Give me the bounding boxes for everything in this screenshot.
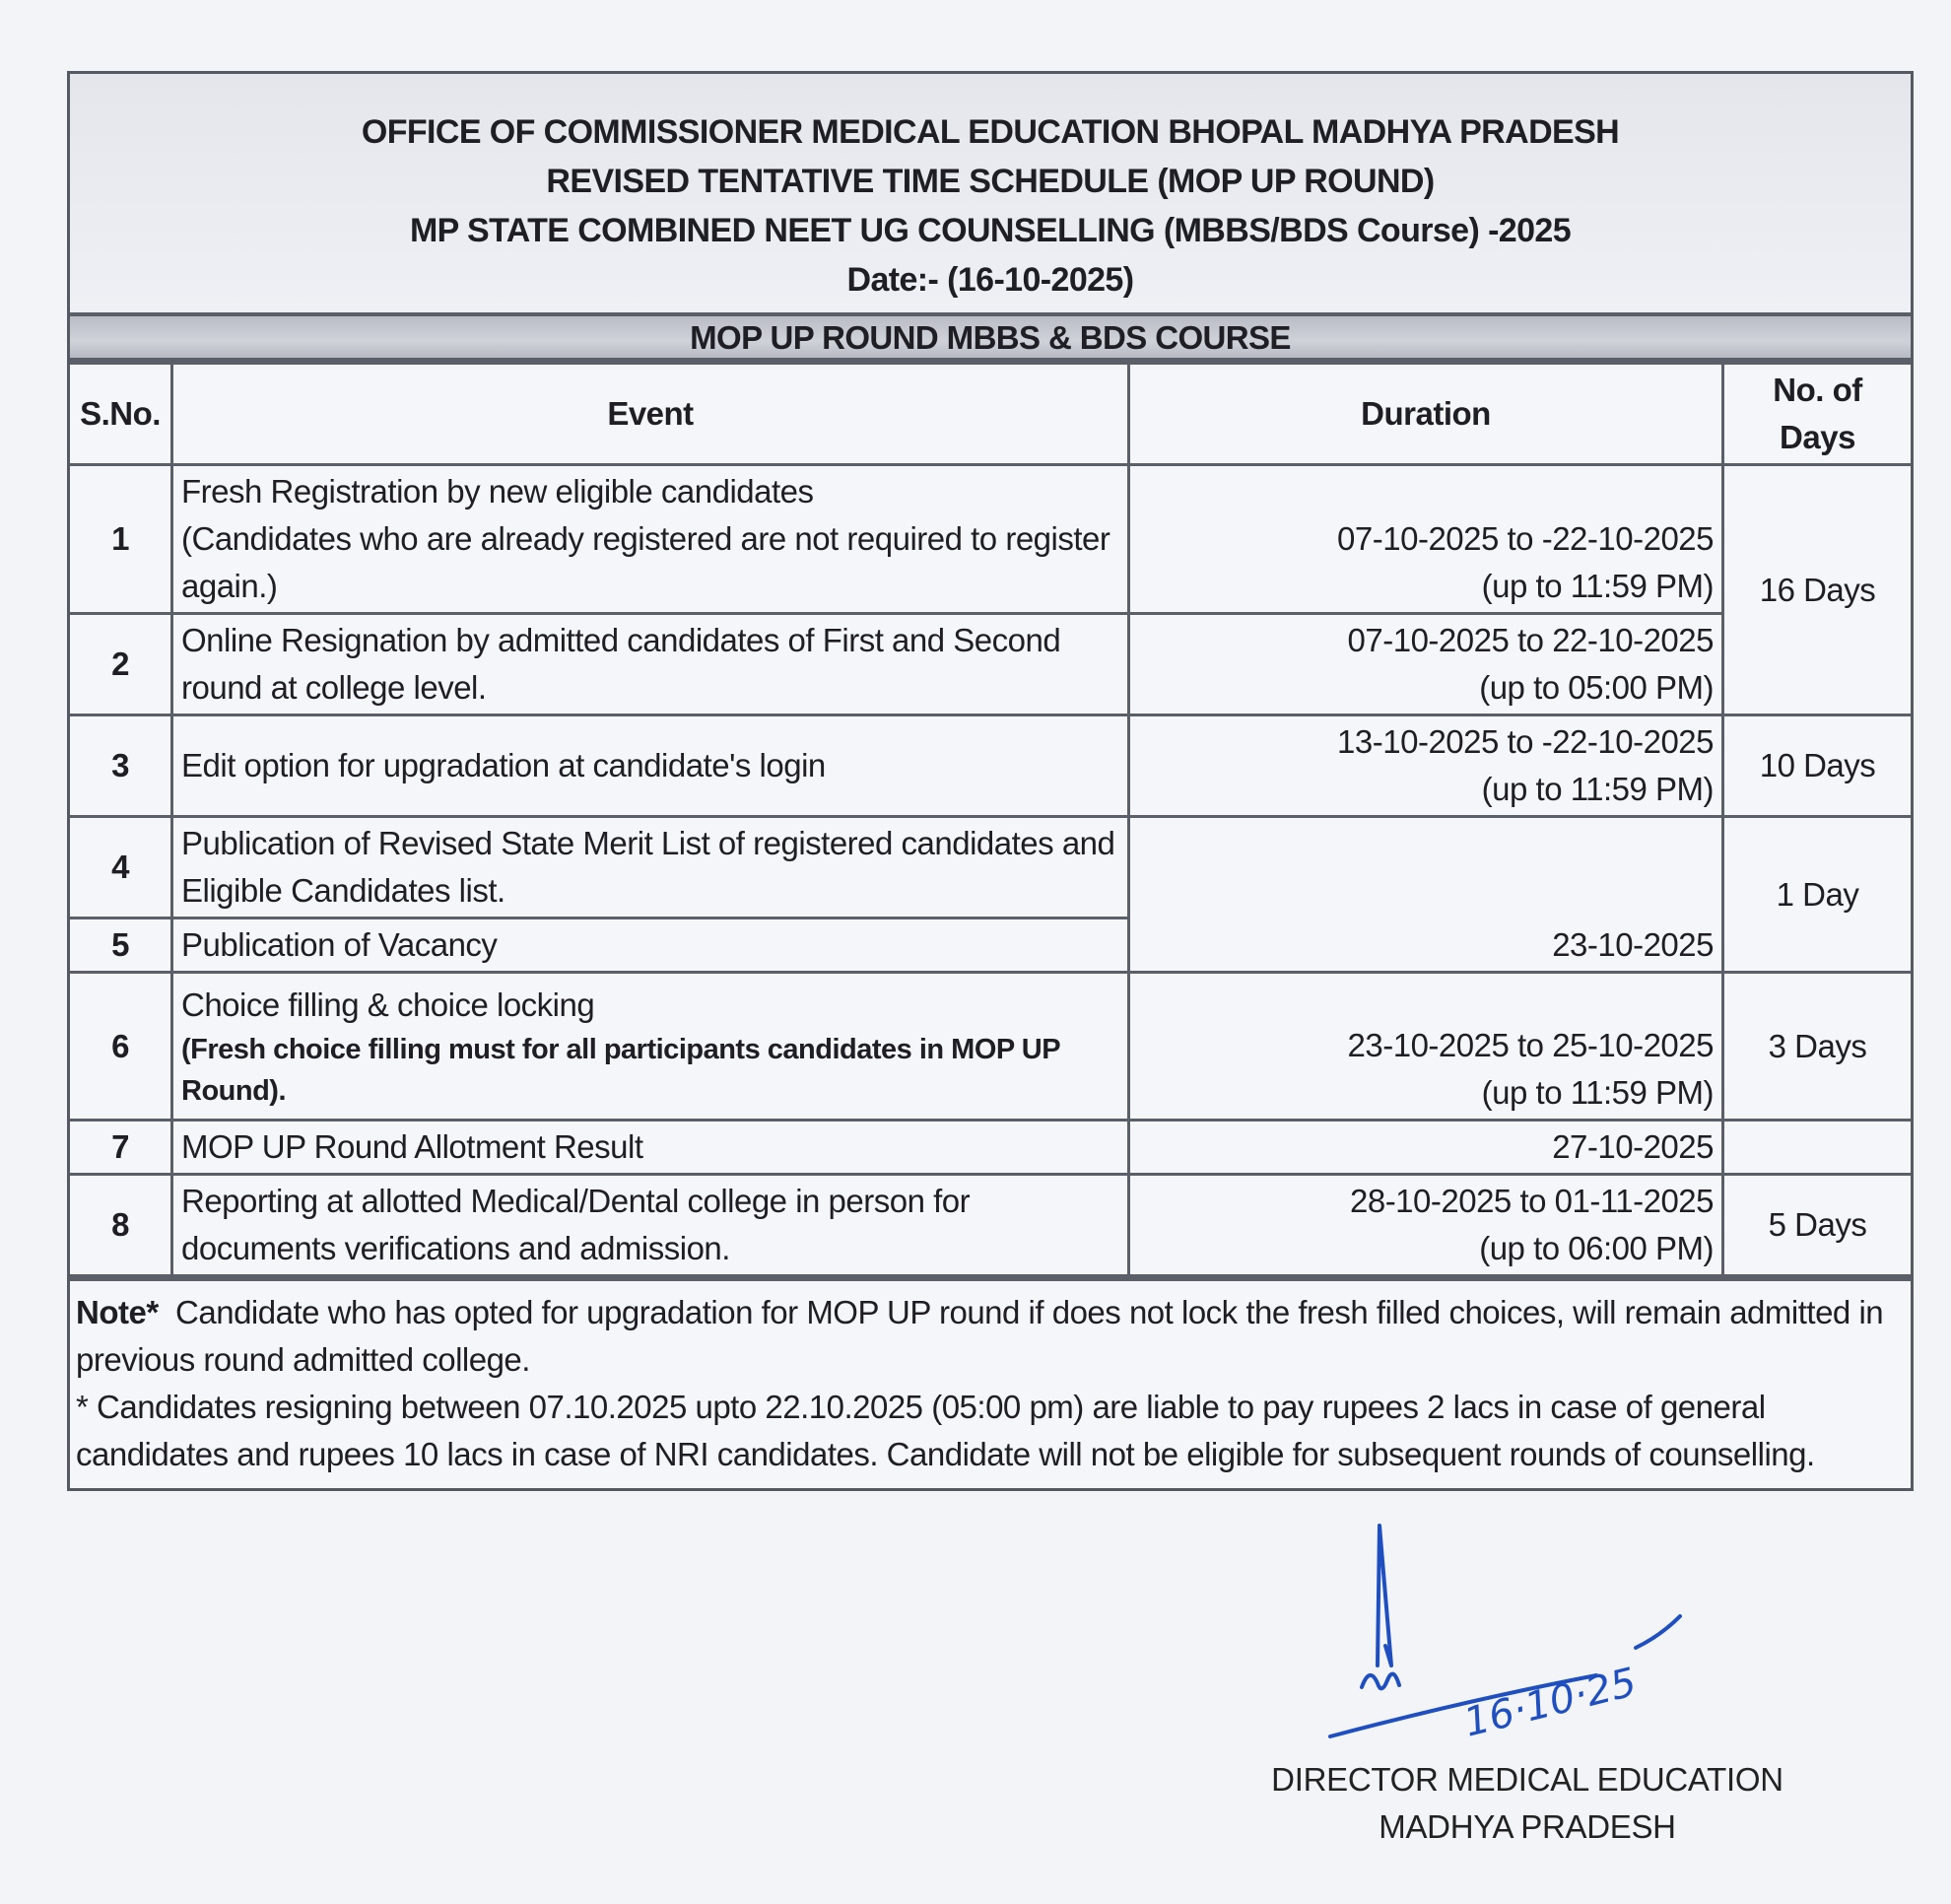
event-subtext: (Fresh choice filling must for all participants candidates in MOP UP Round). xyxy=(181,1033,1060,1107)
signatory-line-2: MADHYA PRADESH xyxy=(1379,1808,1676,1845)
column-header-days: No. of Days xyxy=(1723,364,1912,465)
office-title: OFFICE OF COMMISSIONER MEDICAL EDUCATION BHOPAL MADHYA PRADESH xyxy=(361,113,1620,151)
signature-icon xyxy=(1271,1518,1783,1764)
row-event xyxy=(172,465,1129,614)
duration-time: (up to 11:59 PM) xyxy=(1481,1074,1714,1111)
event-text: Fresh Registration by new eligible candidates xyxy=(181,473,814,510)
duration-time: (up to 11:59 PM) xyxy=(1481,568,1714,604)
schedule-title: REVISED TENTATIVE TIME SCHEDULE (MOP UP ROUND) xyxy=(546,163,1435,200)
row-sno: 5 xyxy=(70,918,172,973)
row-days: 10 Days xyxy=(1723,715,1912,817)
duration-time: (up to 05:00 PM) xyxy=(1479,669,1714,706)
duration-time: (up to 11:59 PM) xyxy=(1481,771,1714,807)
signatory-title xyxy=(1271,1756,1783,1851)
table-row xyxy=(70,715,1911,817)
notes-section xyxy=(70,1277,1911,1488)
signature-block xyxy=(1271,1518,1783,1853)
document-date: Date:- (16-10-2025) xyxy=(846,261,1134,299)
table-row xyxy=(70,614,1911,715)
column-header-event: Event xyxy=(172,364,1129,465)
duration-dates: 13-10-2025 to -22-10-2025 xyxy=(1337,723,1714,760)
row-sno: 2 xyxy=(70,614,172,715)
row-sno: 6 xyxy=(70,973,172,1121)
table-row xyxy=(70,817,1911,918)
row-sno: 1 xyxy=(70,465,172,614)
note-1-text: Candidate who has opted for upgradation for MOP UP round if does not lock the fresh filled choices, will remain admitted in previous round admitted college. xyxy=(76,1294,1884,1378)
table-row xyxy=(70,1175,1911,1276)
row-duration xyxy=(1129,1175,1723,1276)
duration-dates: 23-10-2025 to 25-10-2025 xyxy=(1347,1027,1714,1063)
row-sno: 3 xyxy=(70,715,172,817)
duration-dates: 07-10-2025 to 22-10-2025 xyxy=(1347,622,1714,658)
table-row xyxy=(70,973,1911,1121)
row-event: Publication of Vacancy xyxy=(172,918,1129,973)
row-duration xyxy=(1129,715,1723,817)
signature-initial xyxy=(1362,1674,1399,1689)
row-days: 1 Day xyxy=(1723,817,1912,973)
signatory-line-1: DIRECTOR MEDICAL EDUCATION xyxy=(1271,1761,1783,1798)
row-sno: 8 xyxy=(70,1175,172,1276)
schedule-document xyxy=(67,71,1914,1491)
row-event: MOP UP Round Allotment Result xyxy=(172,1121,1129,1175)
document-header xyxy=(70,74,1911,316)
signature-tail xyxy=(1636,1616,1680,1648)
row-event xyxy=(172,973,1129,1121)
row-duration: 27-10-2025 xyxy=(1129,1121,1723,1175)
row-days xyxy=(1723,1121,1912,1175)
row-duration xyxy=(1129,973,1723,1121)
note-1 xyxy=(76,1289,1901,1384)
row-days: 5 Days xyxy=(1723,1175,1912,1276)
note-label: Note* xyxy=(76,1294,159,1330)
duration-dates: 28-10-2025 to 01-11-2025 xyxy=(1349,1183,1714,1219)
row-event: Edit option for upgradation at candidate's login xyxy=(172,715,1129,817)
signature-date: 16·10·25 xyxy=(1459,1659,1642,1746)
signature-stroke xyxy=(1378,1526,1391,1666)
round-banner: MOP UP ROUND MBBS & BDS COURSE xyxy=(70,316,1911,362)
row-days: 3 Days xyxy=(1723,973,1912,1121)
table-header-row xyxy=(70,364,1911,465)
column-header-sno: S.No. xyxy=(70,364,172,465)
row-duration xyxy=(1129,465,1723,614)
column-header-duration: Duration xyxy=(1129,364,1723,465)
row-sno: 4 xyxy=(70,817,172,918)
row-days: 16 Days xyxy=(1723,465,1912,715)
row-duration xyxy=(1129,614,1723,715)
table-row xyxy=(70,465,1911,614)
row-event: Reporting at allotted Medical/Dental college in person for documents verifications and admission. xyxy=(172,1175,1129,1276)
event-text: Choice filling & choice locking xyxy=(181,986,595,1023)
row-event: Publication of Revised State Merit List of registered candidates and Eligible Candidates list. xyxy=(172,817,1129,918)
note-2: * Candidates resigning between 07.10.2025 upto 22.10.2025 (05:00 pm) are liable to pay rupees 2 lacs in case of general candidates and rupees 10 lacs in case of NRI candidates. Candidate will not be eligible for subsequent rounds of counselling. xyxy=(76,1389,1815,1472)
table-row xyxy=(70,1121,1911,1175)
event-subtext: (Candidates who are already registered are not required to register again.) xyxy=(181,520,1110,604)
duration-dates: 07-10-2025 to -22-10-2025 xyxy=(1337,520,1714,557)
row-sno: 7 xyxy=(70,1121,172,1175)
duration-time: (up to 06:00 PM) xyxy=(1479,1230,1714,1266)
counselling-title: MP STATE COMBINED NEET UG COUNSELLING (MBBS/BDS Course) -2025 xyxy=(409,212,1572,249)
row-duration: 23-10-2025 xyxy=(1129,817,1723,973)
schedule-table xyxy=(70,362,1911,1277)
row-event: Online Resignation by admitted candidates of First and Second round at college level. xyxy=(172,614,1129,715)
